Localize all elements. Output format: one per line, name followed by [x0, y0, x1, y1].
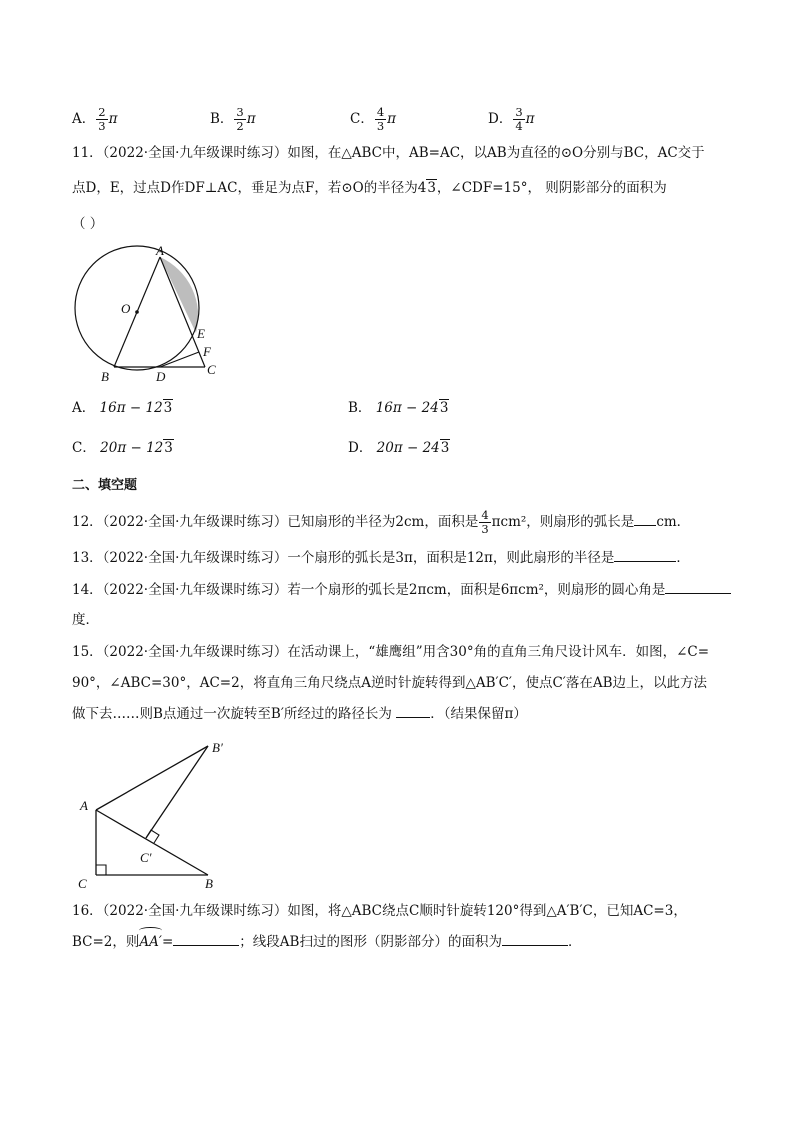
label-a: A	[156, 243, 164, 258]
q11-line1: 11．（2022·全国·九年级课时练习）如图，在△ABC中，AB=AC，以AB为直径的⊙O分别与BC，AC交于	[72, 145, 705, 161]
q15-line3: 做下去……则B点通过一次旋转至B′所经过的路径长为 ．（结果保留π）	[72, 706, 527, 722]
q11-figure	[70, 240, 240, 388]
q11-option-d: D． 20π − 243	[348, 440, 450, 456]
label-b-prime: B′	[212, 740, 223, 755]
label-c: C	[207, 362, 216, 377]
q15-line2: 90°，∠ABC=30°，AC=2，将直角三角尺绕点A逆时针旋转得到△AB′C′，使点C′落在AB边上，以此方法	[72, 675, 708, 691]
q11-option-c: C． 20π − 123	[72, 440, 173, 456]
q10-option-a: A． $\frac{2}{3}$ π	[72, 105, 118, 133]
q13-answer-blank	[614, 549, 676, 562]
q11-paren: （ ）	[72, 216, 104, 232]
q13: 13．（2022·全国·九年级课时练习）一个扇形的弧长是3π，面积是12π，则此扇形的半径是 ．	[72, 550, 690, 566]
shaded-segment	[160, 257, 198, 333]
right-angle-c	[96, 865, 106, 875]
q16-blank-1	[173, 933, 239, 946]
section-heading-fill-in: 二、填空题	[72, 478, 138, 493]
label-a: A	[80, 798, 88, 813]
q14-line1: 14．（2022·全国·九年级课时练习）若一个扇形的弧长是2πcm，面积是6πcm²，则扇形的圆心角是	[72, 580, 724, 600]
segment-df	[160, 352, 199, 367]
q15-figure	[70, 732, 230, 892]
q10-option-d: D． $\frac{3}{4}$ π	[488, 105, 535, 133]
q14-line2: 度．	[72, 612, 99, 628]
q10-option-b: B． $\frac{3}{2}$ π	[210, 105, 256, 133]
label-b: B	[205, 876, 213, 891]
q15-line1: 15．（2022·全国·九年级课时练习）在活动课上，“雄鹰组”用含30°角的直角三角尺设计风车．如图，∠C=	[72, 644, 710, 660]
q12: 12．（2022·全国·九年级课时练习）已知扇形的半径为2cm，面积是 $\frac{4}{3}$ πcm²，则扇形的弧长是 cm．	[72, 508, 691, 536]
label-c: C	[78, 876, 87, 891]
arc-aa-prime: AA′	[139, 932, 162, 952]
q16-blank-2	[502, 933, 568, 946]
q12-answer-blank	[634, 513, 656, 526]
q11-line2: 点D，E，过点D作DF⊥AC，垂足为点F，若⊙O的半径为43，∠CDF=15°， 则阴影部分的面积为	[72, 180, 667, 196]
q16-line2: BC=2，则 AA′= ；线段AB扫过的图形（阴影部分）的面积为 ．	[72, 932, 724, 952]
center-dot	[135, 310, 139, 314]
label-d: D	[156, 369, 166, 384]
q11-option-b: B． 16π − 243	[348, 400, 449, 416]
right-angle-c-prime	[146, 830, 159, 843]
label-e: E	[197, 326, 205, 341]
label-f: F	[203, 344, 211, 359]
q10-option-c: C． $\frac{4}{3}$ π	[350, 105, 397, 133]
label-c-prime: C′	[140, 850, 152, 865]
label-o: O	[121, 301, 131, 316]
q16-line1: 16．（2022·全国·九年级课时练习）如图，将△ABC绕点C顺时针旋转120°得到△A′B′C，已知AC=3，	[72, 903, 687, 919]
q14-answer-blank	[665, 581, 731, 594]
segment-ab	[96, 810, 208, 875]
q11-option-a: A． 16π − 123	[72, 400, 173, 416]
q11-radical: 3	[427, 180, 436, 196]
segment-ab-prime	[96, 746, 208, 810]
segment-b-prime-c-prime	[146, 746, 208, 838]
q15-answer-blank	[396, 705, 430, 718]
label-b: B	[101, 369, 109, 384]
